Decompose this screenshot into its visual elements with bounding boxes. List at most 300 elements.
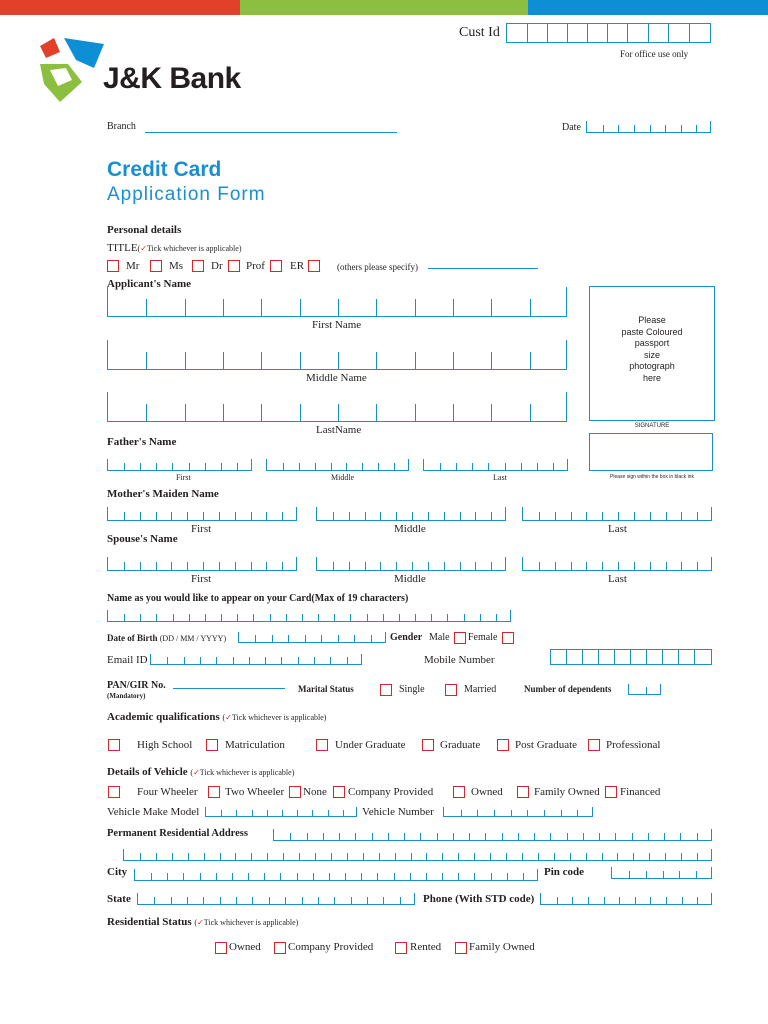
dob-label: Date of Birth [107,633,158,643]
comb-divider [603,125,604,132]
comb-divider [633,853,634,860]
comb-divider [618,125,619,132]
comb-divider [666,897,667,904]
comb-divider [453,404,454,421]
comb-divider [300,352,301,369]
comb-divider [151,873,152,880]
vehicle-four-wheeler-checkbox[interactable] [108,786,120,798]
title-option-prof-checkbox[interactable] [228,260,240,272]
card-name-heading: Name as you would like to appear on your Card(Max of 19 characters) [107,593,409,604]
comb-divider [650,562,651,570]
comb-divider [300,299,301,316]
others-specify-label: (others please specify) [337,262,418,272]
academic-matriculation-label: Matriculation [225,739,285,751]
comb-divider [697,512,698,520]
comb-divider [333,562,334,570]
comb-divider [267,853,268,860]
comb-divider [442,853,443,860]
comb-divider [223,299,224,316]
state-field[interactable] [137,893,415,905]
vehicle-none-checkbox[interactable] [289,786,301,798]
comb-divider [491,873,492,880]
spouse-first-field[interactable] [107,557,297,571]
comb-divider [172,853,173,860]
comb-divider [583,833,584,840]
others-specify-field[interactable] [428,268,538,269]
comb-divider [315,463,316,470]
vehicle-company-provided-checkbox[interactable] [333,786,345,798]
comb-divider [648,833,649,840]
comb-divider [539,562,540,570]
comb-divider [412,562,413,570]
comb-divider [265,657,266,664]
comb-divider [347,657,348,664]
comb-divider [298,657,299,664]
comb-divider [461,810,462,816]
date-field[interactable] [586,121,711,133]
comb-divider [477,810,478,816]
comb-divider [665,853,666,860]
tick-icon: ✓ [140,244,147,253]
comb-divider [235,562,236,570]
comb-divider [223,352,224,369]
vehicle-heading [107,766,294,778]
comb-divider [396,512,397,520]
residential-label: Residential Status [107,916,192,928]
comb-divider [505,463,506,470]
comb-divider [249,657,250,664]
comb-divider [264,873,265,880]
comb-divider [383,897,384,904]
comb-divider [302,897,303,904]
comb-divider [415,352,416,369]
comb-divider [187,897,188,904]
comb-divider [328,810,329,816]
title-option-dr-checkbox[interactable] [192,260,204,272]
comb-divider [544,810,545,816]
comb-divider [204,853,205,860]
cust-id-field[interactable] [506,23,711,43]
comb-divider [527,810,528,816]
title-option-mr-checkbox[interactable] [107,260,119,272]
middle-name-label: Middle Name [306,372,367,384]
email-field[interactable] [150,654,362,665]
comb-divider [697,562,698,570]
vehicle-four-wheeler-label: Four Wheeler [137,786,198,798]
comb-divider [331,463,332,470]
comb-divider [173,614,174,621]
comb-divider [665,125,666,132]
pan-label: PAN/GIR No. [107,680,166,691]
academic-high-school-label: High School [137,739,193,751]
title-option-ms-checkbox[interactable] [150,260,162,272]
comb-divider [189,614,190,621]
comb-divider [299,853,300,860]
comb-divider [442,873,443,880]
branch-label: Branch [107,121,136,132]
comb-divider [140,463,141,470]
spouse-last-field[interactable] [522,557,712,571]
comb-divider [415,614,416,621]
comb-divider [634,562,635,570]
address-label: Permanent Residential Address [107,828,248,839]
comb-divider [491,352,492,369]
comb-divider [411,853,412,860]
father-last-field[interactable] [423,459,568,471]
city-field[interactable] [134,869,538,881]
comb-divider [697,897,698,904]
comb-divider [415,299,416,316]
comb-divider [618,512,619,520]
comb-divider [494,810,495,816]
comb-divider [697,853,698,860]
marital-married-checkbox[interactable] [445,684,457,696]
comb-divider [302,614,303,621]
personal-details-heading: Personal details [107,224,182,236]
tick-icon: ✓ [193,768,200,777]
comb-divider [261,352,262,369]
comb-divider [426,853,427,860]
spouse-middle-field[interactable] [316,557,506,571]
residential-family-owned-checkbox[interactable] [455,942,467,954]
comb-divider [363,853,364,860]
phone-field[interactable] [540,893,712,905]
comb-divider [140,853,141,860]
applicant-name-heading: Applicant's Name [107,278,192,290]
middle-name-field[interactable] [107,340,567,370]
comb-divider [233,657,234,664]
comb-divider [221,810,222,816]
comb-divider [312,810,313,816]
comb-divider [518,833,519,840]
comb-divider [216,657,217,664]
comb-divider [502,833,503,840]
comb-divider [367,614,368,621]
office-use-note: For office use only [620,49,689,59]
tick-open: ( [190,768,194,777]
academic-post-graduate-label: Post Graduate [515,739,578,751]
comb-divider [650,512,651,520]
comb-divider [267,810,268,816]
comb-divider [388,833,389,840]
mother-last-field[interactable] [522,507,712,521]
comb-divider [171,562,172,570]
title-option-er-checkbox[interactable] [270,260,282,272]
comb-divider [329,873,330,880]
comb-divider [557,897,558,904]
address-line-1[interactable] [273,829,712,841]
comb-divider [561,810,562,816]
tick-icon: ✓ [225,713,232,722]
comb-divider [572,897,573,904]
academic-professional-label: Professional [606,739,661,751]
comb-divider [530,299,531,316]
residential-rented-checkbox[interactable] [395,942,407,954]
comb-divider [650,125,651,132]
comb-divider [221,463,222,470]
marital-married-label: Married [464,684,497,695]
title-option-er-checkbox-2[interactable] [308,260,320,272]
vehicle-family-owned-checkbox[interactable] [517,786,529,798]
comb-divider [282,562,283,570]
vehicle-number-field[interactable] [443,807,593,817]
comb-divider [266,562,267,570]
tick-open: ( [137,244,141,253]
comb-divider [602,853,603,860]
comb-divider [602,512,603,520]
comb-divider [534,833,535,840]
vehicle-make-field[interactable] [205,807,357,817]
comb-divider [431,614,432,621]
residential-rented-label: Rented [410,941,442,953]
comb-divider [220,897,221,904]
comb-divider [586,562,587,570]
comb-divider [681,562,682,570]
comb-divider [237,614,238,621]
mobile-field[interactable] [550,649,712,665]
branch-field[interactable] [145,132,397,133]
residential-owned-checkbox[interactable] [215,942,227,954]
comb-divider [604,897,605,904]
comb-divider [618,562,619,570]
comb-divider [187,562,188,570]
address-line-2[interactable] [123,849,712,861]
father-last-label: Last [493,473,507,482]
title-option-er: ER [290,260,305,272]
comb-divider [383,614,384,621]
title-option-mr: Mr [126,260,140,272]
comb-divider [184,657,185,664]
comb-divider [394,873,395,880]
cust-id-label: Cust Id [459,25,500,40]
comb-divider [297,873,298,880]
mother-first-label: First [191,523,212,535]
comb-divider [521,463,522,470]
comb-divider [490,853,491,860]
comb-divider [235,853,236,860]
comb-divider [146,404,147,421]
comb-divider [272,635,273,642]
phone-label: Phone (With STD code) [423,893,535,905]
comb-divider [252,810,253,816]
comb-divider [474,853,475,860]
dob-label-row [107,633,226,643]
comb-divider [428,562,429,570]
comb-divider [680,833,681,840]
dob-field[interactable] [238,632,386,643]
comb-divider [522,853,523,860]
comb-divider [485,833,486,840]
comb-divider [491,562,492,570]
dependents-field[interactable] [628,684,661,695]
comb-divider [288,635,289,642]
comb-divider [167,873,168,880]
comb-divider [635,897,636,904]
comb-divider [251,512,252,520]
tick-open: ( [194,918,198,927]
mother-middle-field[interactable] [316,507,506,521]
comb-divider [649,853,650,860]
gender-female-checkbox[interactable] [502,632,514,644]
comb-divider [216,873,217,880]
comb-divider [395,853,396,860]
comb-divider [588,897,589,904]
comb-divider [188,853,189,860]
comb-divider [634,512,635,520]
comb-divider [380,562,381,570]
comb-divider [167,657,168,664]
comb-divider [232,873,233,880]
comb-divider [318,897,319,904]
comb-divider [286,614,287,621]
comb-divider [632,833,633,840]
comb-divider [221,614,222,621]
comb-divider [269,897,270,904]
academic-under-graduate-checkbox[interactable] [316,739,328,751]
comb-divider [491,299,492,316]
pincode-field[interactable] [611,867,712,879]
comb-divider [183,873,184,880]
comb-divider [282,810,283,816]
comb-divider [333,512,334,520]
comb-divider [266,512,267,520]
comb-divider [154,897,155,904]
comb-divider [345,873,346,880]
marital-single-checkbox[interactable] [380,684,392,696]
comb-divider [281,657,282,664]
academic-under-graduate-label: Under Graduate [335,739,406,751]
gender-label: Gender [390,632,423,643]
comb-divider [334,897,335,904]
jk-bank-logo [36,34,108,104]
comb-divider [615,833,616,840]
gender-male-checkbox[interactable] [454,632,466,644]
spouse-last-label: Last [608,573,627,585]
gender-male-label: Male [429,632,450,643]
academic-matriculation-checkbox[interactable] [206,739,218,751]
signature-box[interactable] [589,433,713,471]
last-name-field[interactable] [107,392,567,422]
comb-divider [124,614,125,621]
comb-divider [140,614,141,621]
comb-divider [460,562,461,570]
academic-high-school-checkbox[interactable] [108,739,120,751]
comb-divider [488,463,489,470]
father-first-field[interactable] [107,459,252,471]
title-label: TITLE [107,242,138,254]
state-label: State [107,893,131,905]
residential-company-provided-checkbox[interactable] [274,942,286,954]
comb-divider [404,833,405,840]
comb-divider [646,687,647,694]
comb-divider [255,635,256,642]
vehicle-make-label: Vehicle Make Model [107,806,200,818]
comb-divider [507,873,508,880]
comb-divider [338,299,339,316]
title-option-dr: Dr [211,260,223,272]
comb-divider [223,404,224,421]
comb-divider [185,352,186,369]
comb-divider [599,833,600,840]
comb-divider [586,853,587,860]
vehicle-company-provided-label: Company Provided [348,786,434,798]
comb-divider [339,833,340,840]
academic-label: Academic qualifications [107,711,220,723]
comb-divider [305,635,306,642]
comb-divider [355,833,356,840]
comb-divider [338,635,339,642]
comb-divider [376,352,377,369]
residential-company-provided-label: Company Provided [288,941,374,953]
pan-field[interactable] [173,688,285,689]
academic-post-graduate-checkbox[interactable] [497,739,509,751]
comb-divider [248,873,249,880]
comb-divider [617,853,618,860]
vehicle-label: Details of Vehicle [107,766,188,778]
vehicle-owned-checkbox[interactable] [453,786,465,798]
comb-divider [428,512,429,520]
comb-divider [530,404,531,421]
comb-divider [650,897,651,904]
comb-divider [156,562,157,570]
comb-divider [634,125,635,132]
mother-first-field[interactable] [107,507,297,521]
comb-divider [646,871,647,878]
title-label-row [107,242,242,254]
comb-divider [474,873,475,880]
marital-single-label: Single [399,684,425,695]
comb-divider [415,404,416,421]
comb-divider [491,404,492,421]
father-middle-field[interactable] [266,459,409,471]
comb-divider [349,562,350,570]
comb-divider [586,512,587,520]
card-name-field[interactable] [107,610,511,622]
comb-divider [362,463,363,470]
title-option-ms: Ms [169,260,184,272]
comb-divider [235,512,236,520]
vehicle-two-wheeler-checkbox[interactable] [208,786,220,798]
comb-divider [571,562,572,570]
photo-instructions: Please paste Coloured passport size photograph here [621,315,683,383]
top-color-bar [0,0,768,15]
comb-divider [365,512,366,520]
first-name-field[interactable] [107,287,567,317]
city-label: City [107,866,128,878]
comb-divider [367,897,368,904]
academic-professional-checkbox[interactable] [588,739,600,751]
comb-divider [347,853,348,860]
vehicle-financed-label: Financed [620,786,661,798]
comb-divider [371,635,372,642]
comb-divider [530,352,531,369]
comb-divider [334,614,335,621]
vehicle-family-owned-label: Family Owned [534,786,600,798]
comb-divider [146,352,147,369]
comb-divider [171,897,172,904]
comb-divider [380,512,381,520]
comb-divider [376,299,377,316]
signature-label: SIGNATURE [634,423,670,429]
comb-divider [696,125,697,132]
comb-divider [453,299,454,316]
academic-graduate-checkbox[interactable] [422,739,434,751]
comb-divider [318,614,319,621]
comb-divider [338,352,339,369]
comb-divider [426,873,427,880]
mother-middle-label: Middle [394,523,426,535]
vehicle-financed-checkbox[interactable] [605,786,617,798]
